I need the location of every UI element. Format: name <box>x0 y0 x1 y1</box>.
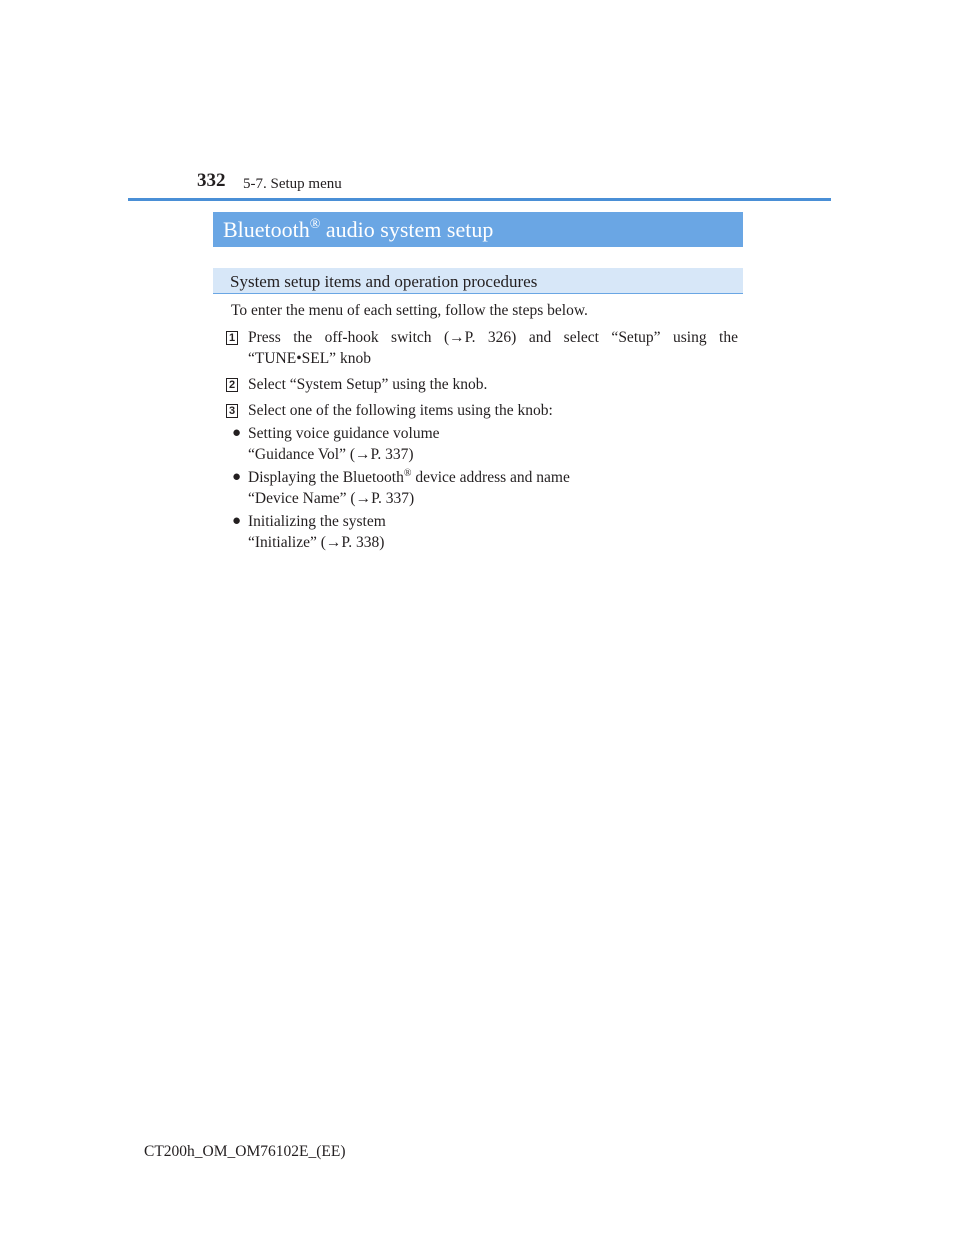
footer-code: CT200h_OM_OM76102E_(EE) <box>144 1143 346 1160</box>
step-3-text: Select one of the following items using the knob: <box>248 402 553 419</box>
item-3-label: Initializing the system <box>248 513 386 530</box>
item-2-label-rest: device address and name <box>411 469 570 486</box>
item-1-label: Setting voice guidance volume <box>248 425 440 442</box>
title-text: Bluetooth <box>223 217 310 242</box>
section-header: 5-7. Setup menu <box>243 176 342 192</box>
step-badge-1: 1 <box>226 331 238 345</box>
item-1-ref: “Guidance Vol” (→P. 337) <box>248 446 414 463</box>
step-2-text: Select “System Setup” using the knob. <box>248 376 488 393</box>
header-rule <box>128 198 831 201</box>
step-1-line-1: Press the off-hook switch (→P. 326) and select “Setup” using the <box>248 329 738 346</box>
title-text-rest: audio system setup <box>320 217 494 242</box>
item-2-label <box>248 467 570 488</box>
item-3-ref: “Initialize” (→P. 338) <box>248 534 385 551</box>
item-2-ref: “Device Name” (→P. 337) <box>248 490 415 507</box>
step-1-line-2: “TUNE•SEL” knob <box>248 350 371 367</box>
bullet-icon: ● <box>232 513 242 529</box>
section-title <box>213 212 743 247</box>
item-2-label-text: Displaying the Bluetooth <box>248 469 404 486</box>
subsection-title: System setup items and operation procedures <box>213 268 743 294</box>
step-badge-3: 3 <box>226 404 238 418</box>
intro-text: To enter the menu of each setting, follow the steps below. <box>231 302 588 319</box>
registered-mark: ® <box>403 468 412 479</box>
registered-mark: ® <box>309 217 321 232</box>
bullet-icon: ● <box>232 425 242 441</box>
step-badge-2: 2 <box>226 378 238 392</box>
bullet-icon: ● <box>232 469 242 485</box>
page-number: 332 <box>197 170 226 191</box>
